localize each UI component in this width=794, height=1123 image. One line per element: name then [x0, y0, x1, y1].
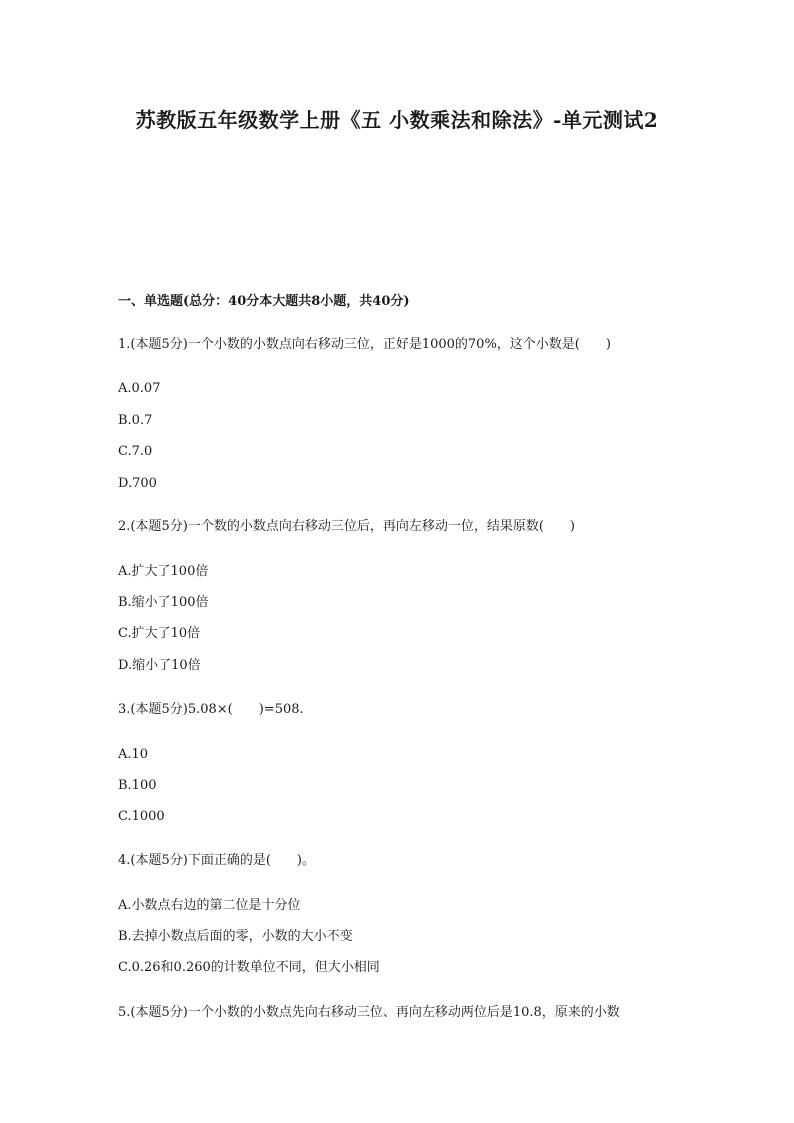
- question-1-option-c: C.7.0: [118, 444, 153, 459]
- question-2-text: 2.(本题5分)一个数的小数点向右移动三位后，再向左移动一位，结果原数( ): [118, 519, 575, 534]
- question-3-option-b: B.100: [118, 778, 157, 793]
- document-title: 苏教版五年级数学上册《五 小数乘法和除法》-单元测试2: [135, 108, 659, 132]
- question-3-option-a: A.10: [118, 747, 149, 762]
- question-1-option-a: A.0.07: [118, 381, 161, 396]
- question-4-option-b: B.去掉小数点后面的零，小数的大小不变: [118, 929, 353, 944]
- question-4-text: 4.(本题5分)下面正确的是( )。: [118, 853, 315, 868]
- question-1-option-d: D.700: [118, 476, 157, 491]
- question-2-option-b: B.缩小了100倍: [118, 595, 209, 610]
- question-2-option-d: D.缩小了10倍: [118, 658, 201, 673]
- question-2-option-c: C.扩大了10倍: [118, 626, 201, 641]
- question-1-text: 1.(本题5分)一个小数的小数点向右移动三位，正好是1000的70%，这个小数是( ): [118, 337, 611, 352]
- section-heading: 一、单选题(总分：40分本大题共8小题，共40分): [118, 294, 410, 309]
- question-3-option-c: C.1000: [118, 809, 165, 824]
- question-5-text: 5.(本题5分)一个小数的小数点先向右移动三位、再向左移动两位后是10.8，原来的小数: [118, 1005, 620, 1020]
- question-4-option-c: C.0.26和0.260的计数单位不同，但大小相同: [118, 960, 380, 975]
- question-3-text: 3.(本题5分)5.08×( )=508.: [118, 702, 304, 717]
- question-2-option-a: A.扩大了100倍: [118, 564, 209, 579]
- question-1-option-b: B.0.7: [118, 413, 153, 428]
- question-4-option-a: A.小数点右边的第二位是十分位: [118, 898, 301, 913]
